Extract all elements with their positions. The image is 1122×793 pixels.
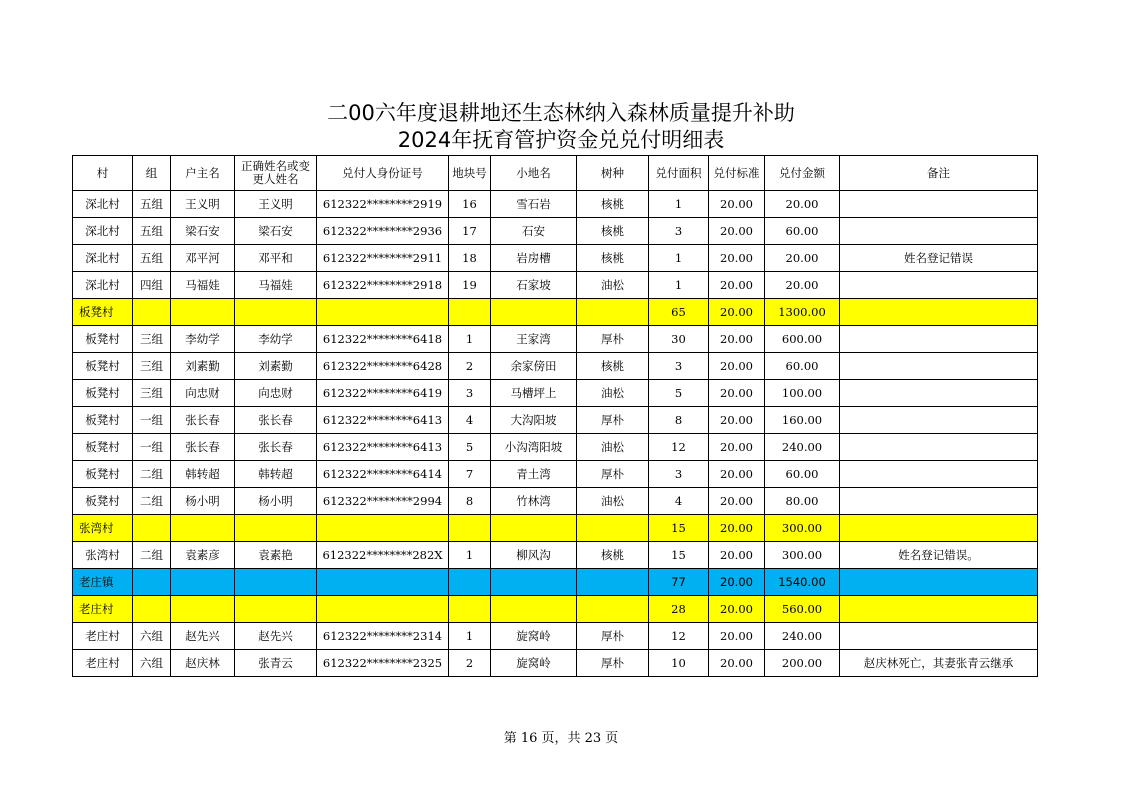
cell-place-name (491, 569, 577, 596)
cell-household-head: 王义明 (171, 191, 235, 218)
page-number: 第 16 页，共 23 页 (503, 731, 619, 746)
table-row (73, 191, 1038, 218)
cell-remarks (840, 272, 1038, 299)
cell-group: 五组 (133, 191, 171, 218)
cell-group: 三组 (133, 326, 171, 353)
cell-area: 10 (649, 650, 709, 677)
cell-id-number: 612322********2936 (317, 218, 449, 245)
cell-amount: 240.00 (765, 623, 840, 650)
village-subtotal-row (73, 596, 1038, 623)
cell-place-name: 雪石岩 (491, 191, 577, 218)
cell-correct-name: 梁石安 (235, 218, 317, 245)
cell-village: 板凳村 (73, 326, 133, 353)
cell-household-head: 韩转超 (171, 461, 235, 488)
header-remarks: 备注 (840, 156, 1038, 191)
cell-area: 3 (649, 461, 709, 488)
cell-group: 三组 (133, 380, 171, 407)
table-row (73, 407, 1038, 434)
cell-village: 板凳村 (73, 380, 133, 407)
cell-group: 四组 (133, 272, 171, 299)
header-tree-species: 树种 (577, 156, 649, 191)
cell-tree-species: 厚朴 (577, 326, 649, 353)
cell-place-name: 旋窝岭 (491, 650, 577, 677)
payment-detail-table (72, 155, 1038, 677)
cell-id-number (317, 299, 449, 326)
cell-standard: 20.00 (709, 596, 765, 623)
cell-tree-species: 核桃 (577, 191, 649, 218)
cell-household-head (171, 515, 235, 542)
cell-area: 1 (649, 245, 709, 272)
cell-area: 5 (649, 380, 709, 407)
cell-id-number: 612322********6414 (317, 461, 449, 488)
cell-amount: 100.00 (765, 380, 840, 407)
cell-place-name: 王家湾 (491, 326, 577, 353)
cell-village: 板凳村 (73, 461, 133, 488)
table-row (73, 623, 1038, 650)
cell-place-name: 石安 (491, 218, 577, 245)
cell-household-head: 赵先兴 (171, 623, 235, 650)
cell-area: 3 (649, 353, 709, 380)
cell-tree-species: 油松 (577, 488, 649, 515)
document-title-line2: 2024年抚育管护资金兑兑付明细表 (397, 128, 725, 152)
cell-standard: 20.00 (709, 650, 765, 677)
cell-household-head (171, 299, 235, 326)
cell-id-number: 612322********2325 (317, 650, 449, 677)
cell-village: 深北村 (73, 218, 133, 245)
cell-group: 五组 (133, 245, 171, 272)
cell-household-head: 邓平河 (171, 245, 235, 272)
cell-village: 深北村 (73, 245, 133, 272)
cell-id-number: 612322********2918 (317, 272, 449, 299)
cell-remarks (840, 299, 1038, 326)
cell-id-number (317, 596, 449, 623)
table-row (73, 542, 1038, 569)
cell-standard: 20.00 (709, 569, 765, 596)
cell-standard: 20.00 (709, 515, 765, 542)
cell-village: 板凳村 (73, 488, 133, 515)
cell-remarks: 姓名登记错误。 (840, 542, 1038, 569)
cell-id-number: 612322********6418 (317, 326, 449, 353)
cell-amount: 160.00 (765, 407, 840, 434)
cell-area: 8 (649, 407, 709, 434)
cell-correct-name (235, 596, 317, 623)
cell-household-head: 张长春 (171, 434, 235, 461)
cell-correct-name (235, 515, 317, 542)
cell-area: 77 (649, 569, 709, 596)
cell-plot-number: 18 (449, 245, 491, 272)
cell-area: 1 (649, 191, 709, 218)
cell-standard: 20.00 (709, 623, 765, 650)
cell-correct-name: 张长春 (235, 407, 317, 434)
cell-amount: 60.00 (765, 218, 840, 245)
cell-correct-name: 张长春 (235, 434, 317, 461)
cell-village: 老庄村 (73, 596, 133, 623)
cell-remarks (840, 596, 1038, 623)
town-total-row (73, 569, 1038, 596)
cell-tree-species: 厚朴 (577, 623, 649, 650)
cell-tree-species: 厚朴 (577, 407, 649, 434)
cell-amount: 300.00 (765, 542, 840, 569)
cell-tree-species (577, 569, 649, 596)
cell-place-name: 柳风沟 (491, 542, 577, 569)
cell-group: 五组 (133, 218, 171, 245)
cell-amount: 600.00 (765, 326, 840, 353)
cell-village: 张湾村 (73, 515, 133, 542)
cell-id-number: 612322********6413 (317, 434, 449, 461)
cell-tree-species: 核桃 (577, 218, 649, 245)
header-amount: 兑付金额 (765, 156, 840, 191)
cell-id-number: 612322********2911 (317, 245, 449, 272)
cell-household-head: 赵庆林 (171, 650, 235, 677)
cell-household-head: 袁素彦 (171, 542, 235, 569)
cell-correct-name: 向忠财 (235, 380, 317, 407)
cell-plot-number: 8 (449, 488, 491, 515)
cell-village: 板凳村 (73, 434, 133, 461)
cell-tree-species: 油松 (577, 272, 649, 299)
cell-remarks (840, 380, 1038, 407)
cell-village: 老庄镇 (73, 569, 133, 596)
cell-remarks (840, 353, 1038, 380)
cell-group: 三组 (133, 353, 171, 380)
cell-place-name: 余家傍田 (491, 353, 577, 380)
cell-amount: 240.00 (765, 434, 840, 461)
cell-village: 板凳村 (73, 299, 133, 326)
header-village: 村 (73, 156, 133, 191)
cell-place-name: 岩房槽 (491, 245, 577, 272)
cell-remarks (840, 218, 1038, 245)
cell-correct-name (235, 299, 317, 326)
table-row (73, 461, 1038, 488)
cell-amount: 60.00 (765, 461, 840, 488)
cell-household-head: 李幼学 (171, 326, 235, 353)
cell-standard: 20.00 (709, 380, 765, 407)
cell-tree-species (577, 596, 649, 623)
cell-tree-species: 厚朴 (577, 650, 649, 677)
cell-plot-number: 2 (449, 650, 491, 677)
header-correct-name: 正确姓名或变更人姓名 (235, 156, 317, 191)
village-subtotal-row (73, 299, 1038, 326)
cell-standard: 20.00 (709, 461, 765, 488)
table-row (73, 272, 1038, 299)
cell-id-number: 612322********6413 (317, 407, 449, 434)
cell-group: 二组 (133, 461, 171, 488)
cell-tree-species: 油松 (577, 434, 649, 461)
cell-correct-name: 刘素勤 (235, 353, 317, 380)
cell-remarks (840, 623, 1038, 650)
cell-id-number (317, 569, 449, 596)
cell-household-head: 杨小明 (171, 488, 235, 515)
cell-plot-number: 5 (449, 434, 491, 461)
cell-id-number: 612322********282X (317, 542, 449, 569)
cell-place-name (491, 515, 577, 542)
cell-standard: 20.00 (709, 218, 765, 245)
cell-correct-name: 张青云 (235, 650, 317, 677)
cell-household-head (171, 596, 235, 623)
cell-place-name: 小沟湾阳坡 (491, 434, 577, 461)
cell-area: 12 (649, 623, 709, 650)
cell-amount: 60.00 (765, 353, 840, 380)
cell-standard: 20.00 (709, 353, 765, 380)
cell-remarks (840, 515, 1038, 542)
cell-area: 12 (649, 434, 709, 461)
cell-standard: 20.00 (709, 407, 765, 434)
cell-remarks (840, 569, 1038, 596)
cell-place-name: 竹林湾 (491, 488, 577, 515)
cell-id-number (317, 515, 449, 542)
cell-place-name (491, 299, 577, 326)
cell-plot-number (449, 596, 491, 623)
cell-area: 15 (649, 542, 709, 569)
cell-remarks (840, 407, 1038, 434)
cell-remarks (840, 461, 1038, 488)
cell-standard: 20.00 (709, 245, 765, 272)
cell-group: 一组 (133, 434, 171, 461)
cell-tree-species: 油松 (577, 380, 649, 407)
cell-group: 一组 (133, 407, 171, 434)
cell-plot-number: 7 (449, 461, 491, 488)
cell-plot-number (449, 299, 491, 326)
cell-plot-number: 2 (449, 353, 491, 380)
cell-id-number: 612322********6428 (317, 353, 449, 380)
cell-correct-name: 韩转超 (235, 461, 317, 488)
cell-plot-number: 16 (449, 191, 491, 218)
cell-plot-number: 19 (449, 272, 491, 299)
cell-plot-number (449, 569, 491, 596)
cell-correct-name (235, 569, 317, 596)
cell-amount: 20.00 (765, 245, 840, 272)
cell-standard: 20.00 (709, 542, 765, 569)
cell-amount: 20.00 (765, 272, 840, 299)
cell-tree-species (577, 515, 649, 542)
header-place-name: 小地名 (491, 156, 577, 191)
cell-area: 1 (649, 272, 709, 299)
cell-village: 老庄村 (73, 623, 133, 650)
table-header-row (73, 156, 1038, 191)
table-row (73, 218, 1038, 245)
cell-place-name: 青土湾 (491, 461, 577, 488)
cell-remarks (840, 326, 1038, 353)
cell-place-name: 石家坡 (491, 272, 577, 299)
cell-standard: 20.00 (709, 191, 765, 218)
cell-plot-number: 17 (449, 218, 491, 245)
cell-amount: 1300.00 (765, 299, 840, 326)
cell-group: 六组 (133, 650, 171, 677)
table-row (73, 326, 1038, 353)
cell-standard: 20.00 (709, 434, 765, 461)
cell-household-head: 向忠财 (171, 380, 235, 407)
table-row (73, 380, 1038, 407)
cell-tree-species: 核桃 (577, 353, 649, 380)
cell-tree-species: 核桃 (577, 542, 649, 569)
cell-plot-number: 1 (449, 326, 491, 353)
cell-household-head: 张长春 (171, 407, 235, 434)
header-group: 组 (133, 156, 171, 191)
cell-group (133, 569, 171, 596)
cell-area: 65 (649, 299, 709, 326)
table-row (73, 650, 1038, 677)
cell-standard: 20.00 (709, 326, 765, 353)
table-row (73, 245, 1038, 272)
cell-amount: 560.00 (765, 596, 840, 623)
cell-place-name (491, 596, 577, 623)
cell-correct-name: 袁素艳 (235, 542, 317, 569)
cell-village: 板凳村 (73, 353, 133, 380)
cell-household-head: 梁石安 (171, 218, 235, 245)
cell-group (133, 299, 171, 326)
cell-tree-species: 核桃 (577, 245, 649, 272)
cell-standard: 20.00 (709, 272, 765, 299)
cell-household-head: 马福娃 (171, 272, 235, 299)
cell-plot-number: 1 (449, 623, 491, 650)
cell-amount: 20.00 (765, 191, 840, 218)
header-standard: 兑付标准 (709, 156, 765, 191)
cell-tree-species (577, 299, 649, 326)
cell-correct-name: 杨小明 (235, 488, 317, 515)
cell-correct-name: 赵先兴 (235, 623, 317, 650)
cell-household-head: 刘素勤 (171, 353, 235, 380)
cell-place-name: 马槽坪上 (491, 380, 577, 407)
cell-remarks (840, 191, 1038, 218)
cell-standard: 20.00 (709, 299, 765, 326)
cell-group: 六组 (133, 623, 171, 650)
cell-village: 张湾村 (73, 542, 133, 569)
cell-amount: 1540.00 (765, 569, 840, 596)
cell-village: 板凳村 (73, 407, 133, 434)
cell-group: 二组 (133, 488, 171, 515)
cell-remarks: 赵庆林死亡，其妻张青云继承 (840, 650, 1038, 677)
cell-correct-name: 王义明 (235, 191, 317, 218)
cell-amount: 300.00 (765, 515, 840, 542)
cell-group (133, 515, 171, 542)
cell-village: 老庄村 (73, 650, 133, 677)
cell-plot-number: 1 (449, 542, 491, 569)
cell-standard: 20.00 (709, 488, 765, 515)
cell-remarks: 姓名登记错误 (840, 245, 1038, 272)
table-row (73, 488, 1038, 515)
cell-correct-name: 邓平和 (235, 245, 317, 272)
cell-plot-number: 3 (449, 380, 491, 407)
cell-id-number: 612322********2919 (317, 191, 449, 218)
cell-amount: 200.00 (765, 650, 840, 677)
cell-remarks (840, 488, 1038, 515)
cell-village: 深北村 (73, 191, 133, 218)
cell-correct-name: 李幼学 (235, 326, 317, 353)
cell-area: 15 (649, 515, 709, 542)
cell-village: 深北村 (73, 272, 133, 299)
cell-tree-species: 厚朴 (577, 461, 649, 488)
cell-area: 3 (649, 218, 709, 245)
cell-plot-number (449, 515, 491, 542)
cell-area: 30 (649, 326, 709, 353)
cell-place-name: 旋窝岭 (491, 623, 577, 650)
cell-remarks (840, 434, 1038, 461)
document-title-line1: 二00六年度退耕地还生态林纳入森林质量提升补助 (327, 101, 795, 125)
header-plot-number: 地块号 (449, 156, 491, 191)
cell-place-name: 大沟阳坡 (491, 407, 577, 434)
cell-id-number: 612322********2994 (317, 488, 449, 515)
header-household-head: 户主名 (171, 156, 235, 191)
cell-id-number: 612322********2314 (317, 623, 449, 650)
cell-group (133, 596, 171, 623)
table-row (73, 434, 1038, 461)
header-area: 兑付面积 (649, 156, 709, 191)
village-subtotal-row (73, 515, 1038, 542)
table-row (73, 353, 1038, 380)
cell-area: 4 (649, 488, 709, 515)
cell-household-head (171, 569, 235, 596)
cell-plot-number: 4 (449, 407, 491, 434)
cell-amount: 80.00 (765, 488, 840, 515)
header-id-number: 兑付人身份证号 (317, 156, 449, 191)
cell-area: 28 (649, 596, 709, 623)
cell-group: 二组 (133, 542, 171, 569)
cell-id-number: 612322********6419 (317, 380, 449, 407)
cell-correct-name: 马福娃 (235, 272, 317, 299)
